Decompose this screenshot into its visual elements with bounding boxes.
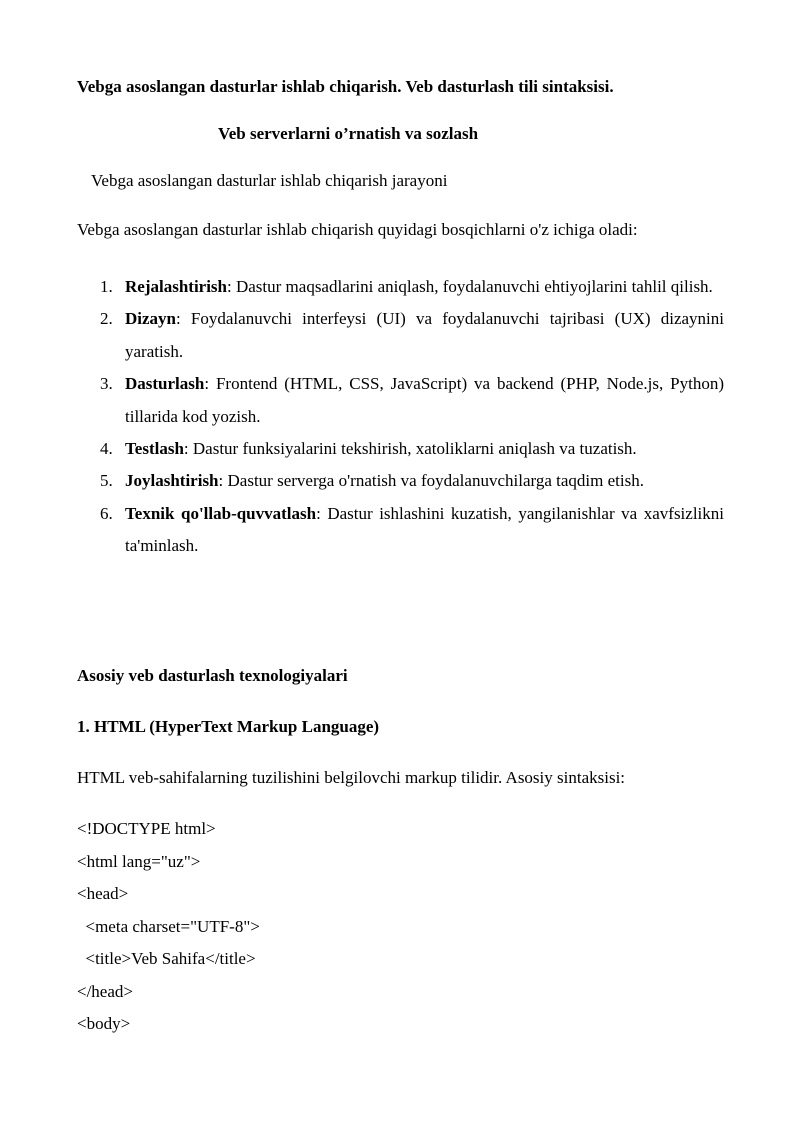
development-steps-list xyxy=(77,271,724,563)
list-item xyxy=(77,368,724,433)
list-item xyxy=(77,433,724,465)
step-text: : Dastur funksiyalarini tekshirish, xatoliklarni aniqlash va tuzatish. xyxy=(183,439,637,459)
step-text: : Foydalanuvchi interfeysi (UI) va foydalanuvchi tajribasi (UX) dizaynini yaratish. xyxy=(125,309,724,361)
document-title-line-1: Vebga asoslangan dasturlar ishlab chiqarish. Veb dasturlash tili sintaksisi. xyxy=(77,77,614,96)
code-sample xyxy=(77,818,260,1046)
process-subheading: Vebga asoslangan dasturlar ishlab chiqarish jarayoni xyxy=(91,171,448,190)
step-term: Joylashtirish xyxy=(125,471,219,491)
code-line: <!DOCTYPE html> xyxy=(77,819,216,838)
step-number: 2. xyxy=(100,309,113,329)
code-line: <title>Veb Sahifa</title> xyxy=(77,949,256,968)
step-term: Rejalashtirish xyxy=(125,277,227,296)
list-item xyxy=(77,465,724,497)
html-heading: 1. HTML (HyperText Markup Language) xyxy=(77,717,380,736)
steps-intro: Vebga asoslangan dasturlar ishlab chiqarish quyidagi bosqichlarni o'z ichiga oladi: xyxy=(77,220,638,239)
code-line: <head> xyxy=(77,884,129,903)
step-term: Texnik qo'llab-quvvatlash xyxy=(125,503,317,523)
step-text: : Dastur serverga o'rnatish va foydalanuvchilarga taqdim etish. xyxy=(218,471,644,491)
list-item xyxy=(77,303,724,368)
section-heading: Asosiy veb dasturlash texnologiyalari xyxy=(77,666,348,685)
step-text: : Frontend (HTML, CSS, JavaScript) va backend (PHP, Node.js, Python) tillarida kod yozish. xyxy=(125,374,724,426)
code-line: </head> xyxy=(77,981,133,1001)
code-line: <meta charset="UTF-8"> xyxy=(77,916,260,936)
step-text: : Dastur maqsadlarini aniqlash, foydalanuvchi ehtiyojlarini tahlil qilish. xyxy=(227,277,713,296)
document-title-line-2: Veb serverlarni o’rnatish va sozlash xyxy=(218,124,479,143)
list-item xyxy=(77,271,724,303)
step-number: 6. xyxy=(100,503,113,523)
html-intro: HTML veb-sahifalarning tuzilishini belgilovchi markup tilidir. Asosiy sintaksisi: xyxy=(77,768,626,787)
step-text: : Dastur ishlashini kuzatish, yangilanishlar va xavfsizlikni ta'minlash. xyxy=(125,503,724,556)
list-item xyxy=(77,498,724,563)
step-number: 5. xyxy=(100,471,113,491)
code-line: <html lang="uz"> xyxy=(77,851,201,871)
step-term: Dasturlash xyxy=(125,374,205,394)
step-number: 3. xyxy=(100,374,113,394)
step-number: 1. xyxy=(100,277,113,296)
step-number: 4. xyxy=(100,439,113,459)
step-term: Dizayn xyxy=(125,309,176,329)
code-line: <body> xyxy=(77,1014,131,1033)
step-term: Testlash xyxy=(125,439,184,459)
